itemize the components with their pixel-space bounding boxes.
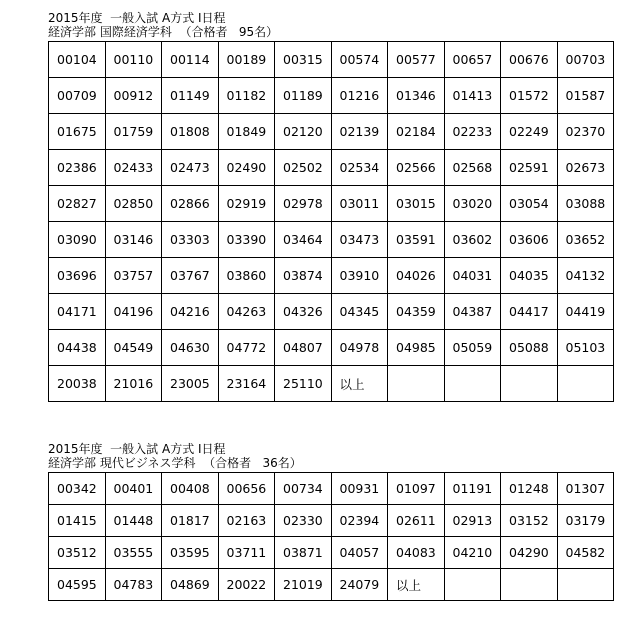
table-cell: 03910 <box>331 258 388 294</box>
table-cell: 01216 <box>331 78 388 114</box>
table-cell: 01097 <box>388 473 445 505</box>
table-row <box>49 473 614 505</box>
section-title-line2: 経済学部 国際経済学科 （合格者 95名） <box>48 25 279 39</box>
table-cell: 04438 <box>49 330 106 366</box>
table-cell: 03860 <box>218 258 275 294</box>
table-cell: 00114 <box>162 42 219 78</box>
table-cell: 04772 <box>218 330 275 366</box>
table-cell: 02913 <box>444 505 501 537</box>
table-cell: 24079 <box>331 569 388 601</box>
table-cell: 00931 <box>331 473 388 505</box>
table-cell: 02502 <box>275 150 332 186</box>
table-cell: 04026 <box>388 258 445 294</box>
table-row <box>49 186 614 222</box>
table-cell: 03090 <box>49 222 106 258</box>
table-cell: 03602 <box>444 222 501 258</box>
table-cell: 02866 <box>162 186 219 222</box>
table-cell <box>444 366 501 402</box>
table-row <box>49 42 614 78</box>
table-cell: 04290 <box>501 537 558 569</box>
table-cell: 00709 <box>49 78 106 114</box>
table-cell: 03767 <box>162 258 219 294</box>
table-row <box>49 537 614 569</box>
table-cell: 04031 <box>444 258 501 294</box>
table-cell: 04630 <box>162 330 219 366</box>
table-cell: 02850 <box>105 186 162 222</box>
table-cell: 03595 <box>162 537 219 569</box>
table-cell: 02673 <box>557 150 614 186</box>
table-cell: 00734 <box>275 473 332 505</box>
table-cell: 04083 <box>388 537 445 569</box>
table-row <box>49 569 614 601</box>
table-cell: 03874 <box>275 258 332 294</box>
table-cell: 00104 <box>49 42 106 78</box>
table-cell: 04869 <box>162 569 219 601</box>
table-cell: 04807 <box>275 330 332 366</box>
table-cell: 03652 <box>557 222 614 258</box>
table-cell: 01307 <box>557 473 614 505</box>
table-cell: 04196 <box>105 294 162 330</box>
table-cell: 23164 <box>218 366 275 402</box>
table-cell: 02827 <box>49 186 106 222</box>
section-title-line1: 2015年度 一般入試 A方式 Ⅰ日程 <box>48 442 226 456</box>
table-cell: 03011 <box>331 186 388 222</box>
table-cell: 02394 <box>331 505 388 537</box>
table-cell: 01415 <box>49 505 106 537</box>
table-cell: 05088 <box>501 330 558 366</box>
table-cell: 02919 <box>218 186 275 222</box>
table-cell: 02591 <box>501 150 558 186</box>
table-row <box>49 78 614 114</box>
table-cell: 02330 <box>275 505 332 537</box>
table-cell: 02978 <box>275 186 332 222</box>
table-cell: 01448 <box>105 505 162 537</box>
table-cell: 02534 <box>331 150 388 186</box>
table-cell: 23005 <box>162 366 219 402</box>
table-cell: 04057 <box>331 537 388 569</box>
table-cell: 02249 <box>501 114 558 150</box>
table-cell: 03146 <box>105 222 162 258</box>
table-cell: 04985 <box>388 330 445 366</box>
table-cell: 00656 <box>218 473 275 505</box>
table-cell: 04210 <box>444 537 501 569</box>
table-row <box>49 258 614 294</box>
table-cell: 03555 <box>105 537 162 569</box>
table-cell: 02473 <box>162 150 219 186</box>
table-cell: 02120 <box>275 114 332 150</box>
table-row <box>49 294 614 330</box>
table-cell: 02139 <box>331 114 388 150</box>
table-cell: 01759 <box>105 114 162 150</box>
table-cell: 02566 <box>388 150 445 186</box>
table-cell: 04595 <box>49 569 106 601</box>
table-cell: 01675 <box>49 114 106 150</box>
table-cell: 03871 <box>275 537 332 569</box>
table-cell: 04359 <box>388 294 445 330</box>
table-cell: 00110 <box>105 42 162 78</box>
table-cell: 00189 <box>218 42 275 78</box>
table-cell: 04035 <box>501 258 558 294</box>
table-cell: 01808 <box>162 114 219 150</box>
table-cell: 以上 <box>331 366 388 402</box>
table-cell <box>501 569 558 601</box>
table-cell: 01149 <box>162 78 219 114</box>
table-cell: 04549 <box>105 330 162 366</box>
table-cell: 以上 <box>388 569 445 601</box>
table-cell: 00408 <box>162 473 219 505</box>
table-cell: 03303 <box>162 222 219 258</box>
table-cell: 01413 <box>444 78 501 114</box>
table-cell: 03473 <box>331 222 388 258</box>
table-cell: 03711 <box>218 537 275 569</box>
table-cell: 20038 <box>49 366 106 402</box>
table-cell: 25110 <box>275 366 332 402</box>
table-cell: 04171 <box>49 294 106 330</box>
table-cell: 01182 <box>218 78 275 114</box>
table-row <box>49 114 614 150</box>
section-title-line2: 経済学部 現代ビジネス学科 （合格者 36名） <box>48 456 302 470</box>
table-row <box>49 330 614 366</box>
table-cell: 03179 <box>557 505 614 537</box>
table-cell: 00574 <box>331 42 388 78</box>
table-cell: 00577 <box>388 42 445 78</box>
table-cell: 01191 <box>444 473 501 505</box>
table-cell: 04978 <box>331 330 388 366</box>
table-cell: 02163 <box>218 505 275 537</box>
table-cell: 03088 <box>557 186 614 222</box>
table-cell: 04326 <box>275 294 332 330</box>
table-cell <box>557 366 614 402</box>
table-cell <box>444 569 501 601</box>
table-cell: 01849 <box>218 114 275 150</box>
table-cell: 03015 <box>388 186 445 222</box>
table-cell: 00912 <box>105 78 162 114</box>
table-cell: 03390 <box>218 222 275 258</box>
table-cell: 02184 <box>388 114 445 150</box>
table-cell: 20022 <box>218 569 275 601</box>
table-cell <box>388 366 445 402</box>
table-cell: 04419 <box>557 294 614 330</box>
table-cell: 04132 <box>557 258 614 294</box>
table-row <box>49 366 614 402</box>
table-cell: 04783 <box>105 569 162 601</box>
table-body <box>49 42 614 402</box>
section-international-economics <box>48 11 614 402</box>
passer-number-table <box>48 472 614 601</box>
table-body <box>49 473 614 601</box>
table-cell: 02233 <box>444 114 501 150</box>
section-modern-business <box>48 442 614 601</box>
table-cell: 01189 <box>275 78 332 114</box>
table-cell: 03696 <box>49 258 106 294</box>
table-cell: 21016 <box>105 366 162 402</box>
table-cell: 00315 <box>275 42 332 78</box>
section-title-line1: 2015年度 一般入試 A方式 Ⅰ日程 <box>48 11 226 25</box>
table-cell: 01587 <box>557 78 614 114</box>
table-cell: 05103 <box>557 330 614 366</box>
table-cell: 03152 <box>501 505 558 537</box>
table-cell: 04582 <box>557 537 614 569</box>
table-cell: 01572 <box>501 78 558 114</box>
table-cell: 02568 <box>444 150 501 186</box>
table-row <box>49 505 614 537</box>
table-cell: 00401 <box>105 473 162 505</box>
table-cell <box>501 366 558 402</box>
table-cell: 03464 <box>275 222 332 258</box>
table-cell <box>557 569 614 601</box>
table-cell: 04387 <box>444 294 501 330</box>
table-cell: 00657 <box>444 42 501 78</box>
table-cell: 03606 <box>501 222 558 258</box>
table-cell: 01248 <box>501 473 558 505</box>
table-cell: 02611 <box>388 505 445 537</box>
table-cell: 01817 <box>162 505 219 537</box>
table-cell: 02386 <box>49 150 106 186</box>
table-cell: 03512 <box>49 537 106 569</box>
table-cell: 03757 <box>105 258 162 294</box>
table-cell: 00342 <box>49 473 106 505</box>
table-cell: 02433 <box>105 150 162 186</box>
table-cell: 04216 <box>162 294 219 330</box>
table-cell: 21019 <box>275 569 332 601</box>
table-row <box>49 222 614 258</box>
table-cell: 00703 <box>557 42 614 78</box>
passer-number-table <box>48 41 614 402</box>
table-cell: 05059 <box>444 330 501 366</box>
table-cell: 03020 <box>444 186 501 222</box>
table-row <box>49 150 614 186</box>
table-cell: 00676 <box>501 42 558 78</box>
table-cell: 03054 <box>501 186 558 222</box>
table-cell: 03591 <box>388 222 445 258</box>
table-cell: 02490 <box>218 150 275 186</box>
table-cell: 04417 <box>501 294 558 330</box>
table-cell: 01346 <box>388 78 445 114</box>
table-cell: 04345 <box>331 294 388 330</box>
table-cell: 04263 <box>218 294 275 330</box>
table-cell: 02370 <box>557 114 614 150</box>
